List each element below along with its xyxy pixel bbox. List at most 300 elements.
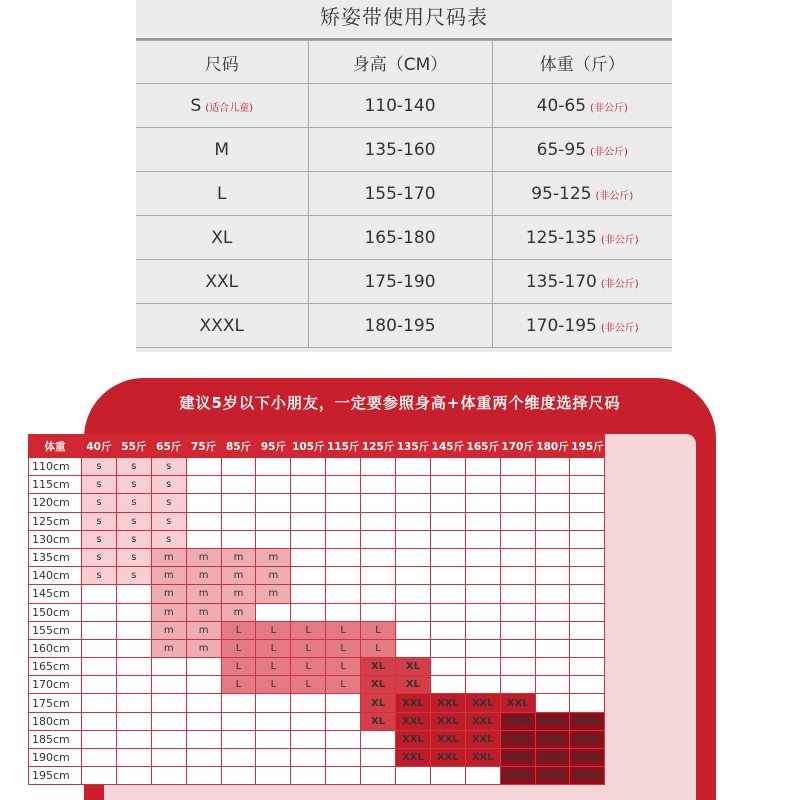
size-chart-empty-cell [256,530,291,548]
size-chart-cell: s [82,567,117,585]
size-chart-empty-cell [535,603,570,621]
size-chart-cell: XXXL [535,767,570,785]
height-row-label: 145cm [29,585,82,603]
size-chart-cell: L [291,658,326,676]
size-chart-empty-cell [151,694,186,712]
size-chart-empty-cell [361,603,396,621]
size-chart-cell: L [291,639,326,657]
size-chart-empty-cell [221,730,256,748]
weight-column-header: 195斤 [570,435,605,458]
size-chart-row [29,494,605,512]
size-chart-empty-cell [396,530,431,548]
size-chart-empty-cell [500,548,535,566]
size-chart-cell: m [151,639,186,657]
size-chart-empty-cell [361,494,396,512]
size-chart-empty-cell [256,749,291,767]
height-row-label: 140cm [29,567,82,585]
size-chart-empty-cell [82,658,117,676]
weight-column-header: 180斤 [535,435,570,458]
size-chart-empty-cell [291,530,326,548]
size-chart-empty-cell [430,494,465,512]
size-chart-empty-cell [82,621,117,639]
size-cell [136,172,308,216]
height-row-label: 160cm [29,639,82,657]
size-chart-empty-cell [361,730,396,748]
size-chart-empty-cell [500,585,535,603]
size-chart-empty-cell [82,676,117,694]
weight-column-header: 105斤 [291,435,326,458]
weight-note: (非公斤) [600,278,639,290]
size-chart-empty-cell [570,548,605,566]
size-chart-empty-cell [291,512,326,530]
size-chart-cell: s [151,530,186,548]
height-range-cell: 165-180 [308,216,492,260]
size-chart-empty-cell [361,749,396,767]
size-chart-cell: XXL [396,712,431,730]
size-chart-empty-cell [535,676,570,694]
size-cell [136,128,308,172]
size-chart-empty-cell [465,621,500,639]
size-chart-cell: XL [361,694,396,712]
size-chart-cell: s [116,530,151,548]
size-chart-row [29,512,605,530]
size-chart-empty-cell [396,621,431,639]
size-chart-empty-cell [396,585,431,603]
size-chart-cell: m [186,567,221,585]
size-chart-row [29,712,605,730]
height-row-label: 170cm [29,676,82,694]
size-chart-empty-cell [570,494,605,512]
weight-column-header: 145斤 [430,435,465,458]
size-value: M [214,139,230,160]
weight-note: (非公斤) [590,146,628,158]
size-chart-empty-cell [465,512,500,530]
size-chart-empty-cell [396,512,431,530]
size-chart-cell: L [326,676,361,694]
size-chart-empty-cell [535,458,570,476]
size-chart-empty-cell [291,567,326,585]
size-chart-empty-cell [500,621,535,639]
size-chart-empty-cell [221,712,256,730]
size-chart-empty-cell [116,585,151,603]
height-range-cell: 155-170 [308,172,492,216]
size-chart-empty-cell [82,639,117,657]
size-chart-empty-cell [326,476,361,494]
size-cell [136,216,308,260]
size-chart-empty-cell [151,749,186,767]
size-chart-row [29,476,605,494]
size-chart-cell: m [221,603,256,621]
size-chart-empty-cell [535,476,570,494]
size-chart-empty-cell [535,694,570,712]
size-value: XXXL [199,315,244,336]
weight-column-header: 95斤 [256,435,291,458]
height-row-label: 120cm [29,494,82,512]
size-chart-cell: XL [361,676,396,694]
size-chart-empty-cell [116,676,151,694]
size-chart-empty-cell [291,749,326,767]
size-table-title: 矫姿带使用尺码表 [320,5,488,29]
size-chart-empty-cell [430,512,465,530]
size-chart-empty-cell [535,621,570,639]
size-chart-empty-cell [186,712,221,730]
weight-range-cell [492,260,672,304]
weight-column-header: 65斤 [151,435,186,458]
size-chart-empty-cell [291,476,326,494]
size-cell [136,84,308,128]
size-chart-cell: XXL [430,712,465,730]
size-chart-empty-cell [256,512,291,530]
size-chart-cell: XXXL [535,712,570,730]
size-cell [136,260,308,304]
size-chart-empty-cell [326,712,361,730]
size-chart-empty-cell [535,639,570,657]
size-chart-empty-cell [361,476,396,494]
size-chart-empty-cell [326,730,361,748]
size-chart-empty-cell [186,676,221,694]
size-chart-cell: L [291,676,326,694]
size-chart-empty-cell [570,530,605,548]
size-chart-empty-cell [361,767,396,785]
size-chart-cell: XXXL [500,712,535,730]
size-chart-row [29,458,605,476]
size-chart-empty-cell [396,567,431,585]
size-chart-cell: XXL [430,694,465,712]
size-chart-empty-cell [465,639,500,657]
size-chart-empty-cell [430,621,465,639]
size-chart-empty-cell [186,694,221,712]
size-chart-empty-cell [396,494,431,512]
weight-range-cell [492,128,672,172]
size-chart-empty-cell [500,567,535,585]
size-chart-empty-cell [430,603,465,621]
size-chart-empty-cell [186,749,221,767]
size-table-row [136,128,672,172]
size-chart-cell: XXXL [570,767,605,785]
size-chart-cell: s [116,512,151,530]
weight-column-header: 55斤 [116,435,151,458]
weight-column-header: 85斤 [221,435,256,458]
size-chart-empty-cell [396,767,431,785]
size-chart-empty-cell [116,639,151,657]
size-table-row [136,216,672,260]
height-row-label: 115cm [29,476,82,494]
height-row-label: 175cm [29,694,82,712]
size-chart-empty-cell [361,458,396,476]
weight-range-cell [492,216,672,260]
size-value: S [190,95,202,116]
size-chart-empty-cell [186,476,221,494]
size-chart-cell: XXL [465,749,500,767]
size-chart-empty-cell [221,458,256,476]
height-row-label: 125cm [29,512,82,530]
size-chart-empty-cell [82,694,117,712]
size-chart-empty-cell [465,458,500,476]
size-chart-cell: m [151,621,186,639]
size-chart-empty-cell [535,567,570,585]
size-chart-empty-cell [291,694,326,712]
size-chart-empty-cell [116,603,151,621]
size-chart-empty-cell [465,603,500,621]
size-chart-cell: XL [361,712,396,730]
size-chart-empty-cell [82,603,117,621]
weight-column-header: 170斤 [500,435,535,458]
size-chart-cell: XXXL [500,767,535,785]
size-chart-empty-cell [82,585,117,603]
size-chart-cell: m [256,567,291,585]
size-chart-cell: L [326,621,361,639]
size-table-row [136,84,672,128]
size-chart-empty-cell [396,639,431,657]
size-chart-empty-cell [535,585,570,603]
height-row-label: 180cm [29,712,82,730]
weight-note: (非公斤) [595,190,634,202]
header-weight: 体重（斤） [492,41,672,84]
size-chart-empty-cell [500,494,535,512]
weight-column-header: 115斤 [326,435,361,458]
size-chart-empty-cell [570,476,605,494]
size-chart-empty-cell [221,476,256,494]
size-chart-cell: XXXL [570,730,605,748]
size-chart-cell: m [151,603,186,621]
size-chart-cell: L [221,658,256,676]
size-chart-row [29,621,605,639]
size-chart-cell: m [256,548,291,566]
size-chart-empty-cell [430,567,465,585]
size-chart-empty-cell [396,476,431,494]
size-chart-empty-cell [116,730,151,748]
size-chart-empty-cell [221,767,256,785]
size-chart-cell: m [151,548,186,566]
size-chart-cell: m [186,603,221,621]
size-chart-empty-cell [116,658,151,676]
size-chart-cell: XXL [465,730,500,748]
size-chart-cell: L [256,658,291,676]
size-chart-empty-cell [326,530,361,548]
header-height: 身高（CM） [308,41,492,84]
weight-value: 95-125 [531,183,592,204]
size-chart-empty-cell [430,530,465,548]
size-chart-empty-cell [116,749,151,767]
size-chart-cell: XXXL [535,730,570,748]
size-chart-row [29,567,605,585]
size-chart-empty-cell [430,639,465,657]
size-chart-empty-cell [151,767,186,785]
size-chart-row [29,530,605,548]
size-chart-cell: L [221,676,256,694]
size-chart-empty-cell [535,658,570,676]
size-chart-empty-cell [291,712,326,730]
size-chart-cell: m [256,585,291,603]
size-chart-cell: s [116,476,151,494]
size-chart-cell: L [326,658,361,676]
weight-axis-label: 体重 [29,435,82,458]
size-chart-empty-cell [361,548,396,566]
size-chart-empty-cell [256,712,291,730]
size-table-row [136,172,672,216]
size-chart-cell: L [361,639,396,657]
weight-value: 125-135 [525,227,597,248]
height-row-label: 165cm [29,658,82,676]
size-chart-empty-cell [82,712,117,730]
size-chart-empty-cell [361,512,396,530]
height-row-label: 185cm [29,730,82,748]
height-range-cell: 180-195 [308,304,492,348]
size-cell [136,304,308,348]
weight-note: (非公斤) [600,322,639,334]
size-chart-cell: XXL [465,694,500,712]
size-chart-row [29,548,605,566]
size-chart-cell: L [361,621,396,639]
size-chart-empty-cell [465,476,500,494]
size-chart-empty-cell [256,767,291,785]
size-chart-empty-cell [221,749,256,767]
weight-column-header: 40斤 [82,435,117,458]
size-chart-empty-cell [291,458,326,476]
size-chart-empty-cell [116,694,151,712]
weight-note: (非公斤) [600,234,639,246]
size-chart-empty-cell [82,749,117,767]
size-chart-empty-cell [570,639,605,657]
size-chart-empty-cell [500,512,535,530]
size-chart-empty-cell [535,494,570,512]
size-chart-empty-cell [430,676,465,694]
size-chart-empty-cell [465,585,500,603]
size-chart-empty-cell [116,712,151,730]
size-chart-empty-cell [326,548,361,566]
size-chart-empty-cell [326,767,361,785]
size-chart-cell: XXL [430,749,465,767]
size-chart-cell: s [82,458,117,476]
size-chart-empty-cell [570,512,605,530]
size-chart-cell: XXL [430,730,465,748]
size-chart-empty-cell [465,530,500,548]
size-chart-empty-cell [151,676,186,694]
weight-column-header: 125斤 [361,435,396,458]
size-chart-cell: s [116,458,151,476]
size-chart-empty-cell [186,494,221,512]
size-value: XXL [205,271,239,292]
size-chart-empty-cell [256,730,291,748]
size-chart-cell: s [82,548,117,566]
size-chart-empty-cell [186,730,221,748]
size-chart-empty-cell [291,548,326,566]
size-chart-empty-cell [465,658,500,676]
weight-column-header: 135斤 [396,435,431,458]
size-chart-cell: L [221,639,256,657]
size-chart-cell: XXL [500,694,535,712]
size-chart-empty-cell [116,621,151,639]
weight-range-cell [492,172,672,216]
height-range-cell: 110-140 [308,84,492,128]
size-table-card [136,0,672,352]
size-table-header-row [136,41,672,84]
size-chart-cell: XXXL [535,749,570,767]
size-chart-cell: s [151,494,186,512]
size-chart-empty-cell [430,658,465,676]
size-chart-cell: XXXL [500,730,535,748]
size-chart-empty-cell [500,676,535,694]
size-chart-cell: XXXL [570,749,605,767]
size-chart-cell: s [116,548,151,566]
size-chart-empty-cell [326,458,361,476]
size-chart-cell: m [186,585,221,603]
size-chart-empty-cell [465,567,500,585]
size-chart-cell: m [221,548,256,566]
weight-value: 65-95 [536,139,587,160]
size-chart-cell: s [82,530,117,548]
size-chart-row [29,749,605,767]
height-row-label: 155cm [29,621,82,639]
size-chart-cell: s [82,476,117,494]
size-table [136,40,672,348]
size-chart-empty-cell [221,694,256,712]
size-chart-empty-cell [570,567,605,585]
size-chart-cell: m [186,548,221,566]
weight-note: (非公斤) [590,102,628,114]
size-chart-row [29,730,605,748]
size-chart-empty-cell [396,603,431,621]
size-chart-empty-cell [291,494,326,512]
size-chart-cell: XXXL [500,749,535,767]
height-row-label: 150cm [29,603,82,621]
size-chart-banner: 建议5岁以下小朋友，一定要参照身高+体重两个维度选择尺码 [179,394,621,412]
size-chart-empty-cell [465,676,500,694]
size-chart-empty-cell [82,767,117,785]
size-chart-empty-cell [500,658,535,676]
size-chart-empty-cell [326,585,361,603]
size-chart-empty-cell [570,694,605,712]
size-chart-empty-cell [465,494,500,512]
size-chart-cell: XL [361,658,396,676]
size-chart-cell: s [82,494,117,512]
size-chart-cell: m [186,639,221,657]
size-chart-cell: L [291,621,326,639]
size-chart-cell: s [82,512,117,530]
size-chart-cell: m [151,567,186,585]
size-chart-empty-cell [82,730,117,748]
size-chart-empty-cell [326,694,361,712]
height-range-cell: 175-190 [308,260,492,304]
size-value: XL [211,227,233,248]
size-chart-empty-cell [291,585,326,603]
size-chart-row [29,585,605,603]
size-chart-empty-cell [430,458,465,476]
size-chart-empty-cell [361,567,396,585]
height-row-label: 110cm [29,458,82,476]
weight-value: 170-195 [525,315,597,336]
weight-range-cell [492,304,672,348]
weight-range-cell [492,84,672,128]
size-chart-empty-cell [291,730,326,748]
size-chart-empty-cell [186,530,221,548]
size-chart-empty-cell [570,458,605,476]
size-chart-empty-cell [535,548,570,566]
size-chart-empty-cell [186,512,221,530]
weight-value: 40-65 [536,95,587,116]
size-chart-cell: XXXL [570,712,605,730]
size-chart-empty-cell [326,494,361,512]
size-chart-empty-cell [500,476,535,494]
size-chart-empty-cell [430,585,465,603]
size-chart-cell: s [151,458,186,476]
size-chart-empty-cell [256,458,291,476]
size-chart-grid [28,434,605,785]
height-row-label: 190cm [29,749,82,767]
size-chart-cell: L [256,621,291,639]
size-chart-empty-cell [535,512,570,530]
header-size: 尺码 [136,41,308,84]
